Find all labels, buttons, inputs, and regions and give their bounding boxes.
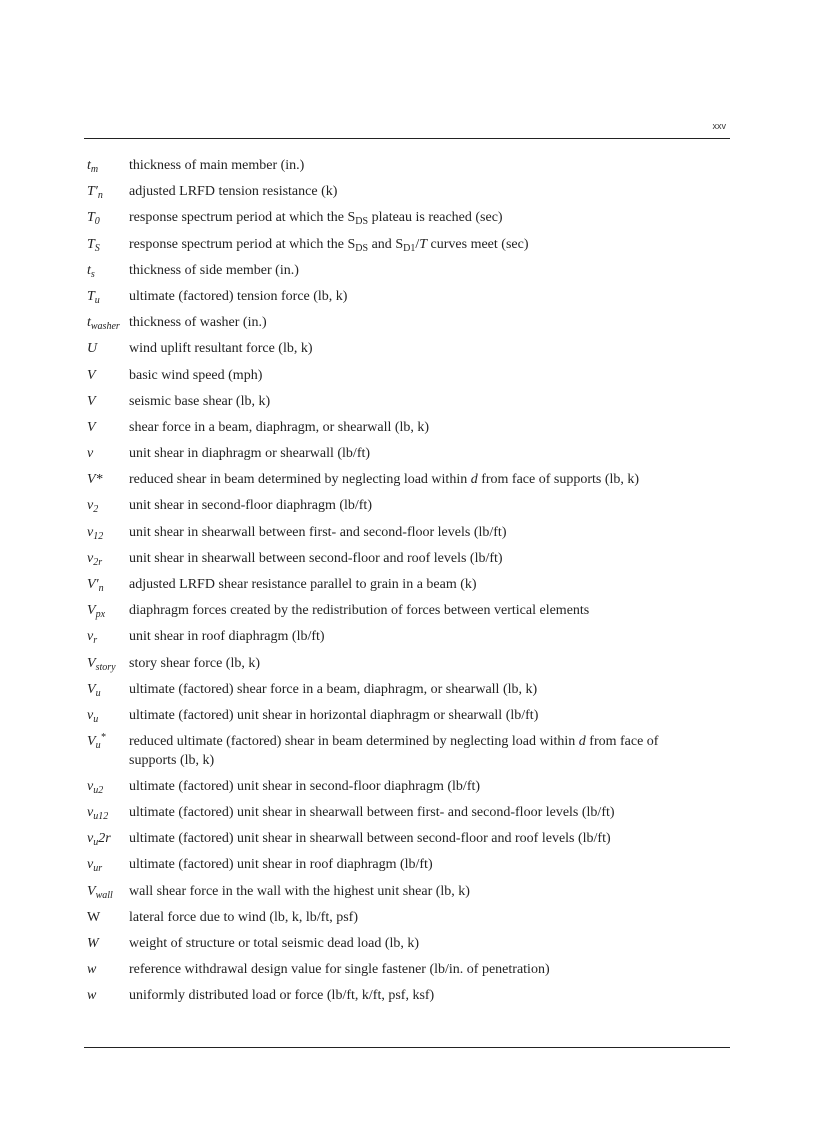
notation-entry	[87, 157, 707, 176]
notation-entry	[87, 497, 707, 516]
notation-description: ultimate (factored) unit shear in second-floor diaphragm (lb/ft)	[129, 778, 481, 794]
notation-description: reference withdrawal design value for single fastener (lb/in. of penetration)	[129, 962, 550, 978]
notation-description: shear force in a beam, diaphragm, or shearwall (lb, k)	[129, 419, 430, 435]
notation-entry	[87, 236, 707, 255]
notation-description: uniformly distributed load or force (lb/ft, k/ft, psf, ksf)	[129, 988, 435, 1004]
notation-description: unit shear in shearwall between first- and second-floor levels (lb/ft)	[129, 524, 507, 540]
notation-description: thickness of main member (in.)	[129, 158, 305, 173]
notation-symbol: $V_{px}$	[87, 603, 106, 621]
notation-description: ultimate (factored) unit shear in roof diaphragm (lb/ft)	[129, 857, 433, 873]
notation-entry	[87, 681, 707, 700]
notation-entry	[87, 393, 707, 412]
notation-description: lateral force due to wind (lb, k, lb/ft, psf)	[129, 909, 358, 925]
notation-entry	[87, 778, 707, 797]
notation-symbol: $v_{u2}$	[87, 778, 104, 796]
notation-description: wind uplift resultant force (lb, k)	[129, 341, 313, 357]
notation-description: ultimate (factored) shear force in a beam, diaphragm, or shearwall (lb, k)	[129, 681, 538, 697]
notation-symbol: V	[87, 367, 96, 383]
notation-symbol: $v_2$	[87, 498, 99, 516]
notation-symbol: V	[87, 419, 96, 435]
notation-description: weight of structure or total seismic dead load (lb, k)	[129, 935, 420, 951]
notation-description: ultimate (factored) tension force (lb, k)	[129, 288, 348, 304]
notation-description: response spectrum period at which the $S_{DS}$ plateau is reached (sec)	[129, 210, 503, 228]
notation-entry	[87, 445, 707, 464]
notation-entry	[87, 628, 707, 647]
notation-description: basic wind speed (mph)	[129, 367, 263, 383]
notation-description: seismic base shear (lb, k)	[129, 393, 271, 409]
notation-entry	[87, 987, 707, 1006]
notation-symbol: $v_{12}$	[87, 524, 104, 542]
notation-description: ultimate (factored) unit shear in shearwall between second-floor and roof levels (lb/ft)	[129, 831, 611, 847]
notation-entry	[87, 209, 707, 228]
notation-entry	[87, 471, 707, 490]
notation-entry	[87, 707, 707, 726]
notation-entry	[87, 367, 707, 386]
page-number: xxv	[712, 121, 726, 131]
notation-symbol: W	[87, 935, 99, 951]
notation-entry	[87, 602, 707, 621]
notation-entry	[87, 655, 707, 674]
notation-entry	[87, 856, 707, 875]
notation-symbol: V*	[87, 472, 103, 488]
notation-entry	[87, 550, 707, 569]
notation-symbol: $T_0$	[87, 210, 100, 228]
notation-symbol: U	[87, 341, 98, 357]
notation-description: reduced ultimate (factored) shear in beam determined by neglecting load within d from face of supports (lb, k)	[129, 734, 659, 768]
notation-symbol: W	[87, 909, 101, 925]
notation-entry	[87, 262, 707, 281]
notation-entry	[87, 288, 707, 307]
notation-symbol: V	[87, 393, 96, 409]
notation-symbol: $v_{u12}$	[87, 805, 109, 822]
notation-symbol: w	[87, 988, 97, 1004]
notation-description: adjusted LRFD shear resistance parallel to grain in a beam (k)	[129, 577, 477, 592]
notation-description: adjusted LRFD tension resistance (k)	[129, 184, 338, 200]
notation-symbol: $T_u$	[87, 288, 100, 306]
header-rule	[84, 138, 730, 139]
notation-symbol: v	[87, 446, 94, 462]
notation-symbol: $v_{ur}$	[87, 857, 103, 875]
notation-symbol: $v_r$	[87, 629, 98, 647]
notation-description: reduced shear in beam determined by neglecting load within d from face of supports (lb, k)	[129, 472, 640, 488]
notation-description: story shear force (lb, k)	[129, 655, 261, 671]
notation-description: unit shear in roof diaphragm (lb/ft)	[129, 629, 325, 645]
notation-entry	[87, 961, 707, 980]
notation-description: thickness of washer (in.)	[129, 315, 267, 331]
notation-symbol: $t_s$	[87, 262, 95, 280]
notation-symbol: $v_u2r$	[87, 831, 111, 849]
notation-description: ultimate (factored) unit shear in horizontal diaphragm or shearwall (lb/ft)	[129, 707, 539, 723]
notation-list	[87, 157, 707, 1014]
notation-entry	[87, 576, 707, 595]
notation-symbol: $t_m$	[87, 158, 99, 175]
notation-description: unit shear in second-floor diaphragm (lb/ft)	[129, 498, 372, 514]
notation-entry	[87, 909, 707, 928]
notation-symbol: $T_S$	[87, 236, 100, 254]
footer-rule	[84, 1047, 730, 1048]
notation-entry	[87, 340, 707, 359]
notation-symbol: $V_{wall}$	[87, 883, 113, 901]
notation-symbol: $V_u$	[87, 681, 101, 699]
notation-description: ultimate (factored) unit shear in shearwall between first- and second-floor levels (lb/ft)	[129, 805, 615, 820]
notation-entry	[87, 524, 707, 543]
notation-symbol: $v_{2r}$	[87, 550, 103, 568]
notation-symbol: $T'_n$	[87, 184, 103, 202]
notation-description: wall shear force in the wall with the highest unit shear (lb, k)	[129, 883, 470, 899]
notation-entry	[87, 935, 707, 954]
notation-symbol: $V_u^*$	[87, 732, 106, 752]
notation-entry	[87, 804, 707, 823]
notation-description: unit shear in shearwall between second-floor and roof levels (lb/ft)	[129, 550, 503, 566]
notation-description: unit shear in diaphragm or shearwall (lb/ft)	[129, 446, 371, 462]
notation-entry	[87, 883, 707, 902]
notation-entry	[87, 733, 707, 770]
notation-symbol: $v_u$	[87, 707, 99, 725]
notation-description: diaphragm forces created by the redistribution of forces between vertical elements	[129, 603, 590, 619]
notation-symbol: $V'_n$	[87, 577, 104, 594]
notation-symbol: $t_{washer}$	[87, 315, 120, 333]
notation-entry	[87, 183, 707, 202]
notation-symbol: $V_{story}$	[87, 655, 116, 673]
notation-description: thickness of side member (in.)	[129, 262, 299, 278]
notation-entry	[87, 830, 707, 849]
notation-entry	[87, 314, 707, 333]
notation-entry	[87, 419, 707, 438]
notation-symbol: w	[87, 962, 97, 978]
notation-description: response spectrum period at which the $S_{DS}$ and $S_{D1}/T$ curves meet (sec)	[129, 236, 529, 254]
